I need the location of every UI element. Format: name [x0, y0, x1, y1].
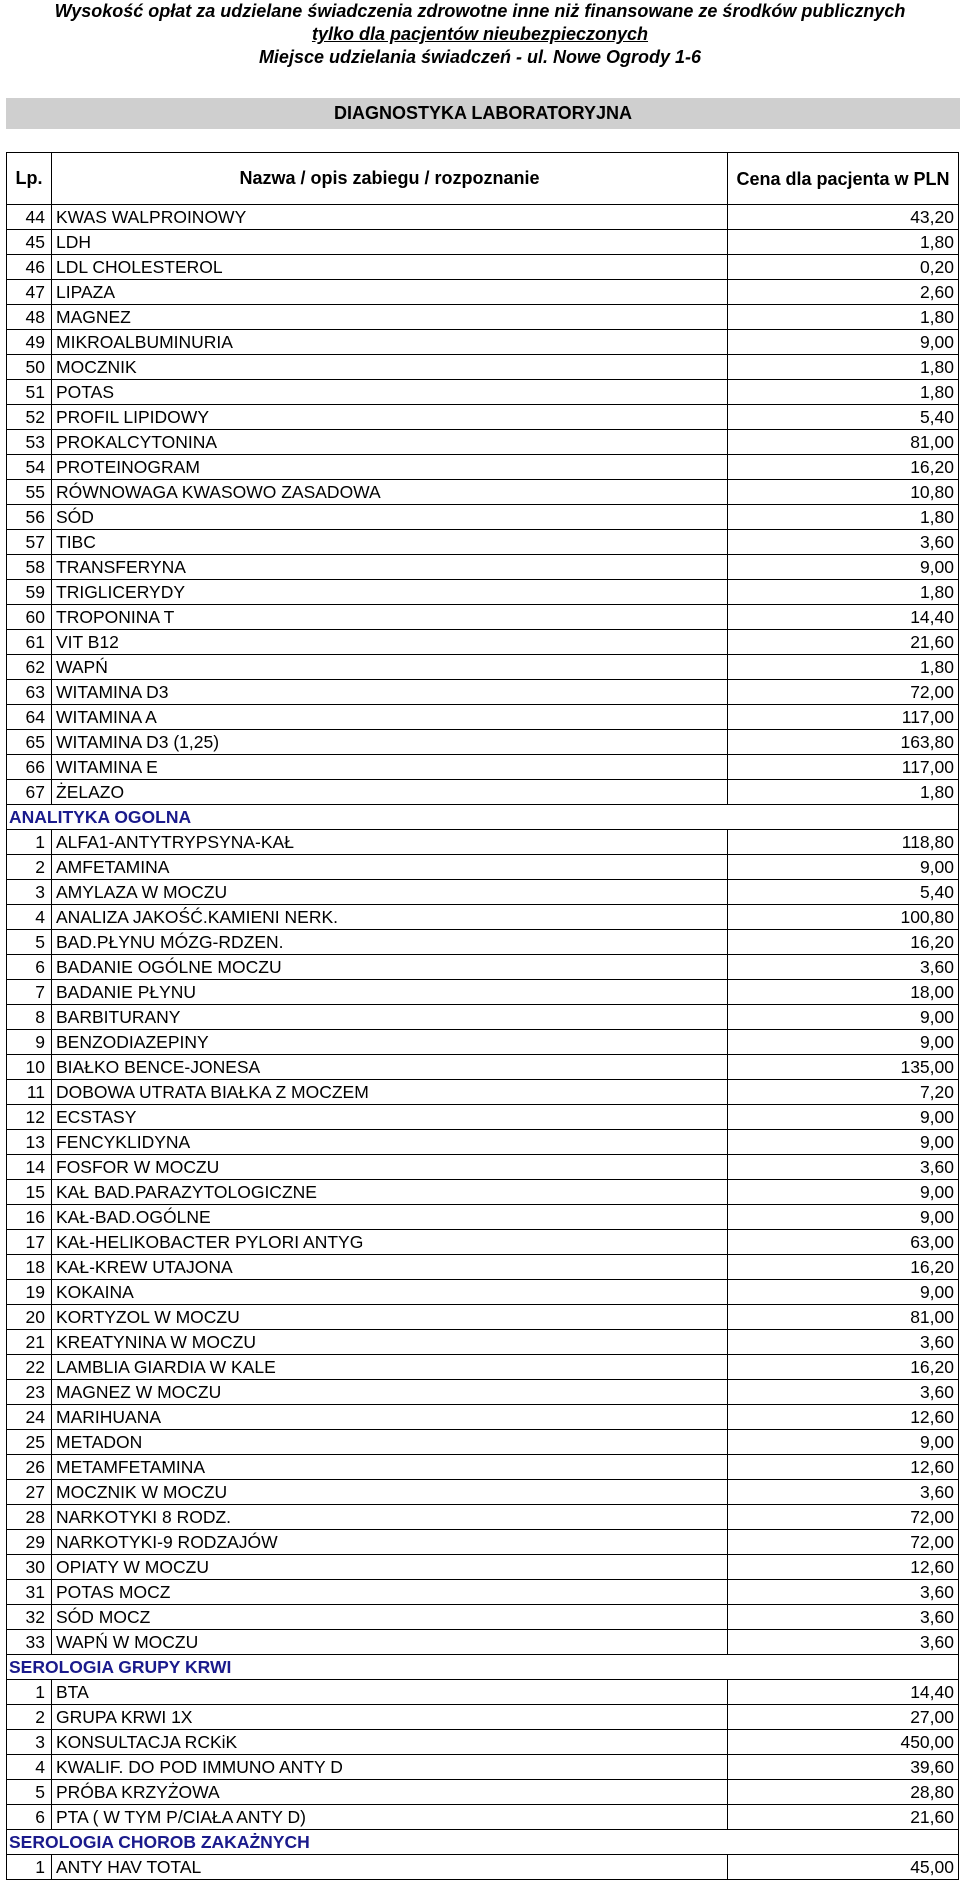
table-row [7, 1680, 959, 1705]
row-name: TROPONINA T [52, 605, 728, 630]
price-table [6, 152, 959, 1880]
row-number: 8 [7, 1005, 52, 1030]
table-row [7, 230, 959, 255]
row-name: FENCYKLIDYNA [52, 1130, 728, 1155]
row-number: 17 [7, 1230, 52, 1255]
row-price: 1,80 [728, 230, 959, 255]
row-name: PROKALCYTONINA [52, 430, 728, 455]
row-number: 28 [7, 1505, 52, 1530]
row-number: 1 [7, 1855, 52, 1880]
row-number: 54 [7, 455, 52, 480]
row-number: 49 [7, 330, 52, 355]
row-number: 67 [7, 780, 52, 805]
row-name: KWAS WALPROINOWY [52, 205, 728, 230]
row-name: OPIATY W MOCZU [52, 1555, 728, 1580]
row-price: 9,00 [728, 1030, 959, 1055]
row-price: 3,60 [728, 955, 959, 980]
row-price: 18,00 [728, 980, 959, 1005]
row-price: 72,00 [728, 680, 959, 705]
row-price: 21,60 [728, 630, 959, 655]
row-name: KWALIF. DO POD IMMUNO ANTY D [52, 1755, 728, 1780]
table-row [7, 930, 959, 955]
row-name: KAŁ BAD.PARAZYTOLOGICZNE [52, 1180, 728, 1205]
table-row [7, 1280, 959, 1305]
row-name: WITAMINA A [52, 705, 728, 730]
table-row [7, 1705, 959, 1730]
table-row [7, 1205, 959, 1230]
row-price: 9,00 [728, 1130, 959, 1155]
row-name: PRÓBA KRZYŻOWA [52, 1780, 728, 1805]
section-heading-spacer [728, 1655, 959, 1680]
row-name: MARIHUANA [52, 1405, 728, 1430]
table-row [7, 680, 959, 705]
row-name: PROTEINOGRAM [52, 455, 728, 480]
row-price: 9,00 [728, 855, 959, 880]
row-name: WAPŃ W MOCZU [52, 1630, 728, 1655]
row-number: 16 [7, 1205, 52, 1230]
table-row [7, 1030, 959, 1055]
row-number: 10 [7, 1055, 52, 1080]
row-name: BAD.PŁYNU MÓZG-RDZEN. [52, 930, 728, 955]
table-row [7, 555, 959, 580]
row-name: PTA ( W TYM P/CIAŁA ANTY D) [52, 1805, 728, 1830]
row-name: NARKOTYKI-9 RODZAJÓW [52, 1530, 728, 1555]
row-price: 3,60 [728, 1580, 959, 1605]
table-row [7, 1105, 959, 1130]
section-title: DIAGNOSTYKA LABORATORYJNA [6, 98, 960, 129]
row-name: ANTY HAV TOTAL [52, 1855, 728, 1880]
section-heading-spacer [728, 1830, 959, 1855]
table-row [7, 1180, 959, 1205]
row-price: 163,80 [728, 730, 959, 755]
table-row [7, 1080, 959, 1105]
table-row [7, 380, 959, 405]
row-number: 55 [7, 480, 52, 505]
table-row [7, 1805, 959, 1830]
table-body [7, 205, 959, 1880]
section-heading: ANALITYKA OGOLNA [7, 805, 728, 830]
row-price: 28,80 [728, 1780, 959, 1805]
row-number: 4 [7, 1755, 52, 1780]
section-row [7, 1830, 959, 1855]
table-row [7, 1630, 959, 1655]
row-name: DOBOWA UTRATA BIAŁKA Z MOCZEM [52, 1080, 728, 1105]
table-row [7, 655, 959, 680]
row-price: 100,80 [728, 905, 959, 930]
row-price: 3,60 [728, 1480, 959, 1505]
row-price: 43,20 [728, 205, 959, 230]
row-name: KOKAINA [52, 1280, 728, 1305]
table-row [7, 1580, 959, 1605]
table-row [7, 1130, 959, 1155]
row-price: 39,60 [728, 1755, 959, 1780]
row-price: 1,80 [728, 505, 959, 530]
row-name: BTA [52, 1680, 728, 1705]
section-heading: SEROLOGIA CHOROB ZAKAŻNYCH [7, 1830, 728, 1855]
table-row [7, 255, 959, 280]
row-number: 47 [7, 280, 52, 305]
row-number: 58 [7, 555, 52, 580]
table-row [7, 905, 959, 930]
row-number: 3 [7, 1730, 52, 1755]
row-number: 64 [7, 705, 52, 730]
row-price: 27,00 [728, 1705, 959, 1730]
table-row [7, 1155, 959, 1180]
row-name: MAGNEZ [52, 305, 728, 330]
row-price: 1,80 [728, 355, 959, 380]
row-price: 72,00 [728, 1505, 959, 1530]
row-name: SÓD MOCZ [52, 1605, 728, 1630]
row-number: 56 [7, 505, 52, 530]
section-row [7, 1655, 959, 1680]
table-row [7, 1855, 959, 1880]
row-price: 450,00 [728, 1730, 959, 1755]
row-price: 9,00 [728, 1105, 959, 1130]
row-number: 59 [7, 580, 52, 605]
row-number: 18 [7, 1255, 52, 1280]
row-price: 9,00 [728, 1430, 959, 1455]
row-price: 16,20 [728, 455, 959, 480]
row-number: 33 [7, 1630, 52, 1655]
row-number: 1 [7, 830, 52, 855]
table-row [7, 1780, 959, 1805]
table-row [7, 955, 959, 980]
table-row [7, 580, 959, 605]
row-name: ŻELAZO [52, 780, 728, 805]
row-number: 21 [7, 1330, 52, 1355]
row-price: 10,80 [728, 480, 959, 505]
row-price: 117,00 [728, 755, 959, 780]
row-name: POTAS [52, 380, 728, 405]
row-number: 32 [7, 1605, 52, 1630]
row-name: KAŁ-BAD.OGÓLNE [52, 1205, 728, 1230]
row-name: KAŁ-KREW UTAJONA [52, 1255, 728, 1280]
section-row [7, 805, 959, 830]
row-name: PROFIL LIPIDOWY [52, 405, 728, 430]
row-number: 51 [7, 380, 52, 405]
table-row [7, 430, 959, 455]
row-name: BIAŁKO BENCE-JONESA [52, 1055, 728, 1080]
header-subtitle: tylko dla pacjentów nieubezpieczonych [311, 24, 649, 44]
row-number: 62 [7, 655, 52, 680]
row-number: 2 [7, 855, 52, 880]
row-number: 44 [7, 205, 52, 230]
row-number: 48 [7, 305, 52, 330]
row-number: 61 [7, 630, 52, 655]
row-number: 52 [7, 405, 52, 430]
row-number: 63 [7, 680, 52, 705]
row-name: TIBC [52, 530, 728, 555]
row-price: 16,20 [728, 930, 959, 955]
table-row [7, 730, 959, 755]
row-number: 66 [7, 755, 52, 780]
row-price: 3,60 [728, 1630, 959, 1655]
row-price: 117,00 [728, 705, 959, 730]
row-name: ECSTASY [52, 1105, 728, 1130]
document-header [0, 0, 960, 69]
table-row [7, 1605, 959, 1630]
row-price: 63,00 [728, 1230, 959, 1255]
table-row [7, 980, 959, 1005]
row-price: 3,60 [728, 1605, 959, 1630]
row-number: 9 [7, 1030, 52, 1055]
row-price: 135,00 [728, 1055, 959, 1080]
row-name: NARKOTYKI 8 RODZ. [52, 1505, 728, 1530]
table-row [7, 780, 959, 805]
row-name: WITAMINA D3 [52, 680, 728, 705]
row-price: 12,60 [728, 1405, 959, 1430]
row-name: BENZODIAZEPINY [52, 1030, 728, 1055]
row-name: WAPŃ [52, 655, 728, 680]
row-price: 1,80 [728, 580, 959, 605]
row-price: 9,00 [728, 1180, 959, 1205]
row-price: 9,00 [728, 1280, 959, 1305]
table-row [7, 755, 959, 780]
row-price: 81,00 [728, 430, 959, 455]
row-price: 3,60 [728, 1330, 959, 1355]
row-number: 6 [7, 1805, 52, 1830]
table-row [7, 705, 959, 730]
row-price: 0,20 [728, 255, 959, 280]
row-number: 14 [7, 1155, 52, 1180]
row-price: 7,20 [728, 1080, 959, 1105]
row-name: MOCZNIK [52, 355, 728, 380]
table-row [7, 1730, 959, 1755]
row-number: 60 [7, 605, 52, 630]
row-price: 5,40 [728, 405, 959, 430]
row-number: 23 [7, 1380, 52, 1405]
row-number: 12 [7, 1105, 52, 1130]
table-row [7, 1355, 959, 1380]
row-name: WITAMINA D3 (1,25) [52, 730, 728, 755]
row-price: 12,60 [728, 1555, 959, 1580]
row-number: 24 [7, 1405, 52, 1430]
row-price: 14,40 [728, 605, 959, 630]
row-number: 19 [7, 1280, 52, 1305]
row-price: 5,40 [728, 880, 959, 905]
table-row [7, 830, 959, 855]
row-number: 22 [7, 1355, 52, 1380]
table-row [7, 1555, 959, 1580]
table-row [7, 630, 959, 655]
table-row [7, 1380, 959, 1405]
row-name: LDL CHOLESTEROL [52, 255, 728, 280]
row-number: 5 [7, 1780, 52, 1805]
table-row [7, 880, 959, 905]
table-row [7, 355, 959, 380]
table-row [7, 1455, 959, 1480]
row-number: 31 [7, 1580, 52, 1605]
row-number: 26 [7, 1455, 52, 1480]
row-number: 27 [7, 1480, 52, 1505]
row-name: MOCZNIK W MOCZU [52, 1480, 728, 1505]
row-name: KREATYNINA W MOCZU [52, 1330, 728, 1355]
table-row [7, 1405, 959, 1430]
row-number: 7 [7, 980, 52, 1005]
header-location: Miejsce udzielania świadczeń - ul. Nowe Ogrody 1-6 [258, 47, 702, 67]
row-name: METAMFETAMINA [52, 1455, 728, 1480]
row-price: 1,80 [728, 380, 959, 405]
row-name: BADANIE OGÓLNE MOCZU [52, 955, 728, 980]
row-number: 15 [7, 1180, 52, 1205]
row-number: 50 [7, 355, 52, 380]
column-header-name: Nazwa / opis zabiegu / rozpoznanie [52, 153, 728, 205]
row-name: MAGNEZ W MOCZU [52, 1380, 728, 1405]
table-row [7, 1755, 959, 1780]
table-row [7, 605, 959, 630]
table-row [7, 1255, 959, 1280]
row-price: 16,20 [728, 1255, 959, 1280]
row-number: 13 [7, 1130, 52, 1155]
table-row [7, 1230, 959, 1255]
row-price: 45,00 [728, 1855, 959, 1880]
row-name: POTAS MOCZ [52, 1580, 728, 1605]
row-price: 1,80 [728, 305, 959, 330]
row-name: LAMBLIA GIARDIA W KALE [52, 1355, 728, 1380]
row-number: 5 [7, 930, 52, 955]
row-price: 16,20 [728, 1355, 959, 1380]
table-row [7, 1480, 959, 1505]
row-name: WITAMINA E [52, 755, 728, 780]
row-name: RÓWNOWAGA KWASOWO ZASADOWA [52, 480, 728, 505]
row-name: AMFETAMINA [52, 855, 728, 880]
table-row [7, 280, 959, 305]
column-header-lp: Lp. [7, 153, 52, 205]
column-header-price: Cena dla pacjenta w PLN [728, 153, 959, 205]
row-number: 53 [7, 430, 52, 455]
table-header-row [7, 153, 959, 205]
row-number: 65 [7, 730, 52, 755]
row-number: 46 [7, 255, 52, 280]
row-price: 9,00 [728, 330, 959, 355]
table-row [7, 505, 959, 530]
row-price: 3,60 [728, 1155, 959, 1180]
row-name: KONSULTACJA RCKiK [52, 1730, 728, 1755]
row-number: 11 [7, 1080, 52, 1105]
row-number: 4 [7, 905, 52, 930]
row-price: 9,00 [728, 1005, 959, 1030]
row-name: LIPAZA [52, 280, 728, 305]
row-price: 21,60 [728, 1805, 959, 1830]
table-row [7, 455, 959, 480]
row-price: 81,00 [728, 1305, 959, 1330]
row-number: 20 [7, 1305, 52, 1330]
row-name: KORTYZOL W MOCZU [52, 1305, 728, 1330]
table-row [7, 855, 959, 880]
header-title: Wysokość opłat za udzielane świadczenia zdrowotne inne niż finansowane ze środków publicznych [54, 1, 906, 21]
row-price: 72,00 [728, 1530, 959, 1555]
row-number: 30 [7, 1555, 52, 1580]
row-number: 57 [7, 530, 52, 555]
row-name: LDH [52, 230, 728, 255]
table-row [7, 480, 959, 505]
row-name: TRIGLICERYDY [52, 580, 728, 605]
table-row [7, 1330, 959, 1355]
row-name: ALFA1-ANTYTRYPSYNA-KAŁ [52, 830, 728, 855]
row-number: 2 [7, 1705, 52, 1730]
row-name: METADON [52, 1430, 728, 1455]
row-name: KAŁ-HELIKOBACTER PYLORI ANTYG [52, 1230, 728, 1255]
table-row [7, 1055, 959, 1080]
table-row [7, 1305, 959, 1330]
table-row [7, 1005, 959, 1030]
row-price: 9,00 [728, 555, 959, 580]
row-name: ANALIZA JAKOŚĆ.KAMIENI NERK. [52, 905, 728, 930]
table-row [7, 530, 959, 555]
row-price: 118,80 [728, 830, 959, 855]
row-number: 25 [7, 1430, 52, 1455]
row-price: 14,40 [728, 1680, 959, 1705]
table-row [7, 1505, 959, 1530]
row-price: 12,60 [728, 1455, 959, 1480]
row-price: 3,60 [728, 1380, 959, 1405]
table-row [7, 330, 959, 355]
table-row [7, 1530, 959, 1555]
section-heading-spacer [728, 805, 959, 830]
row-number: 3 [7, 880, 52, 905]
section-heading: SEROLOGIA GRUPY KRWI [7, 1655, 728, 1680]
row-name: BARBITURANY [52, 1005, 728, 1030]
row-price: 1,80 [728, 780, 959, 805]
table-row [7, 1430, 959, 1455]
row-name: GRUPA KRWI 1X [52, 1705, 728, 1730]
row-name: TRANSFERYNA [52, 555, 728, 580]
row-number: 45 [7, 230, 52, 255]
table-row [7, 205, 959, 230]
row-number: 6 [7, 955, 52, 980]
row-name: MIKROALBUMINURIA [52, 330, 728, 355]
row-price: 2,60 [728, 280, 959, 305]
row-price: 9,00 [728, 1205, 959, 1230]
table-row [7, 305, 959, 330]
row-name: FOSFOR W MOCZU [52, 1155, 728, 1180]
row-name: VIT B12 [52, 630, 728, 655]
row-number: 29 [7, 1530, 52, 1555]
row-price: 3,60 [728, 530, 959, 555]
row-price: 1,80 [728, 655, 959, 680]
row-number: 1 [7, 1680, 52, 1705]
row-name: SÓD [52, 505, 728, 530]
table-row [7, 405, 959, 430]
row-name: BADANIE PŁYNU [52, 980, 728, 1005]
row-name: AMYLAZA W MOCZU [52, 880, 728, 905]
